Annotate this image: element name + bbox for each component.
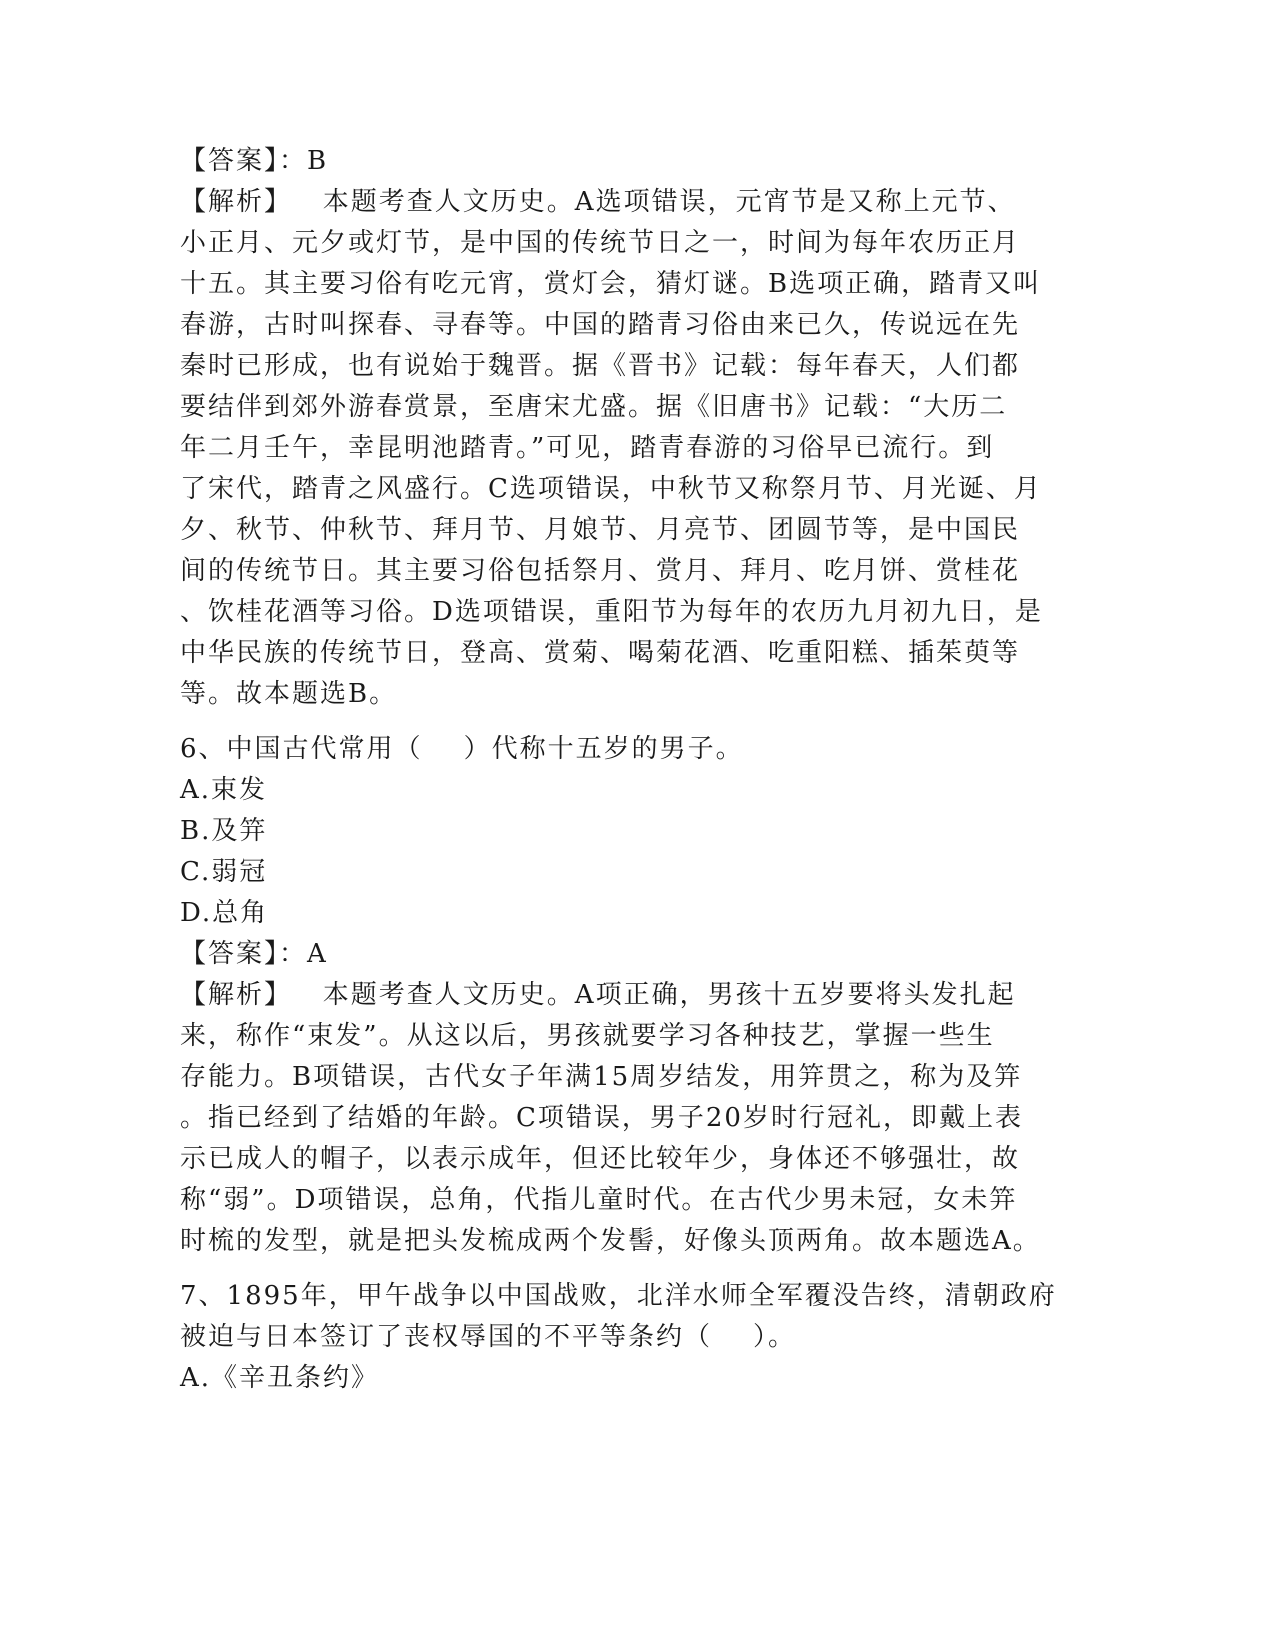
- q6-option-a: A.束发: [180, 775, 268, 805]
- q6-analysis-line: 【解析】 本题考查人文历史。A项正确，男孩十五岁要将头发扎起: [180, 980, 1016, 1010]
- q5-analysis-line: 小正月、元夕或灯节，是中国的传统节日之一，时间为每年农历正月: [180, 228, 1021, 258]
- q5-analysis-line: 夕、秋节、仲秋节、拜月节、月娘节、月亮节、团圆节等，是中国民: [180, 515, 1021, 545]
- q5-analysis-line: 春游，古时叫探春、寻春等。中国的踏青习俗由来已久，传说远在先: [180, 310, 1021, 340]
- q6-analysis-line: 存能力。B项错误，古代女子年满15周岁结发，用笄贯之，称为及笄: [180, 1062, 1023, 1092]
- q6-answer: 【答案】：A: [180, 939, 328, 969]
- spacer: [180, 715, 1040, 729]
- q6-analysis-line: 。指已经到了结婚的年龄。C项错误，男子20岁时行冠礼，即戴上表: [180, 1103, 1023, 1133]
- q5-analysis-line: 等。故本题选B。: [180, 679, 398, 709]
- q6-analysis: [180, 975, 1040, 1262]
- q5-analysis: [180, 182, 1043, 715]
- q6-analysis-line: 时梳的发型，就是把头发梳成两个发髻，好像头顶两角。故本题选A。: [180, 1226, 1041, 1256]
- q5-analysis-line: 年二月壬午，幸昆明池踏青。”可见，踏青春游的习俗早已流行。到: [180, 433, 995, 463]
- q7-option-a: A.《辛丑条约》: [180, 1363, 380, 1393]
- document-page: [180, 141, 1057, 1399]
- spacer: [180, 1262, 1040, 1276]
- q5-analysis-line: 【解析】 本题考查人文历史。A选项错误，元宵节是又称上元节、: [180, 187, 1016, 217]
- q5-analysis-line: 秦时已形成，也有说始于魏晋。据《晋书》记载：每年春天，人们都: [180, 351, 1021, 381]
- q5-analysis-line: 了宋代，踏青之风盛行。C选项错误，中秋节又称祭月节、月光诞、月: [180, 474, 1042, 504]
- q6-analysis-line: 示已成人的帽子，以表示成年，但还比较年少，身体还不够强壮，故: [180, 1144, 1021, 1174]
- q5-analysis-line: 十五。其主要习俗有吃元宵，赏灯会，猜灯谜。B选项正确，踏青又叫: [180, 269, 1042, 299]
- q5-analysis-line: 、饮桂花酒等习俗。D选项错误，重阳节为每年的农历九月初九日，是: [180, 597, 1043, 627]
- q6-option-c: C.弱冠: [180, 857, 268, 887]
- q5-answer: 【答案】：B: [180, 146, 329, 176]
- q6-analysis-line: 来，称作“束发”。从这以后，男孩就要学习各种技艺，掌握一些生: [180, 1021, 995, 1051]
- q6-option-d: D.总角: [180, 898, 269, 928]
- q6-option-b: B.及笄: [180, 816, 268, 846]
- q6-analysis-line: 称“弱”。D项错误，总角，代指儿童时代。在古代少男未冠，女未笄: [180, 1185, 1018, 1215]
- q7-stem-line: 7、1895年，甲午战争以中国战败，北洋水师全军覆没告终，清朝政府: [180, 1281, 1057, 1311]
- q5-analysis-line: 间的传统节日。其主要习俗包括祭月、赏月、拜月、吃月饼、赏桂花: [180, 556, 1021, 586]
- q5-analysis-line: 中华民族的传统节日，登高、赏菊、喝菊花酒、吃重阳糕、插茱萸等: [180, 638, 1021, 668]
- q7-stem-line: 被迫与日本签订了丧权辱国的不平等条约（ ）。: [180, 1322, 797, 1352]
- q5-analysis-line: 要结伴到郊外游春赏景，至唐宋尤盛。据《旧唐书》记载：“大历二: [180, 392, 1008, 422]
- q6-stem: 6、中国古代常用（ ）代称十五岁的男子。: [180, 734, 744, 764]
